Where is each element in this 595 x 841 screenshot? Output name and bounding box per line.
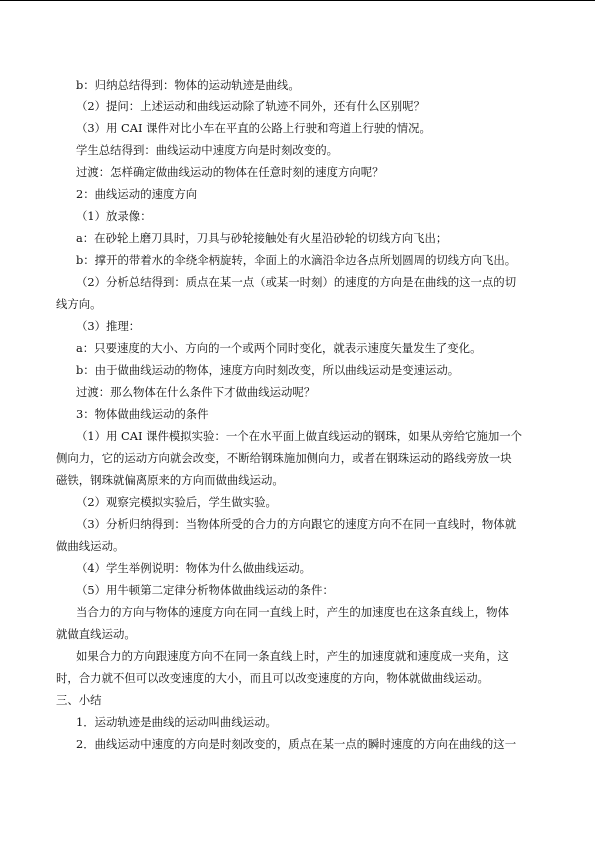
text-line: （3）分析归纳得到：当物体所受的合力的方向跟它的速度方向不在同一直线时，物体就 xyxy=(76,517,517,531)
text-line: 当合力的方向与物体的速度方向在同一直线上时，产生的加速度也在这条直线上，物体 xyxy=(76,605,509,619)
text-line: 1．运动轨迹是曲线的运动叫曲线运动。 xyxy=(76,715,277,729)
text-line: a：在砂轮上磨刀具时，刀具与砂轮接触处有火星沿砂轮的切线方向飞出； xyxy=(76,231,448,245)
text-line: 侧向力，它的运动方向就会改变，不断给钢珠施加侧向力，或者在钢珠运动的路线旁放一块 xyxy=(56,451,512,465)
text-line: a：只要速度的大小、方向的一个或两个同时变化，就表示速度矢量发生了变化。 xyxy=(76,341,482,355)
text-line: （2）分析总结得到：质点在某一点（或某一时刻）的速度的方向是在曲线的这一点的切 xyxy=(76,275,517,289)
text-line: （5）用牛顿第二定律分析物体做曲线运动的条件： xyxy=(76,583,334,597)
text-line: 就做直线运动。 xyxy=(56,627,136,641)
text-line: （2）观察完模拟实验后，学生做实验。 xyxy=(76,495,277,509)
text-line: 过渡：怎样确定做曲线运动的物体在任意时刻的速度方向呢？ xyxy=(76,165,384,179)
section-heading: 2：曲线运动的速度方向 xyxy=(76,187,198,201)
section-heading: 3：物体做曲线运动的条件 xyxy=(76,407,209,421)
text-line: （2）提问：上述运动和曲线运动除了轨迹不同外，还有什么区别呢？ xyxy=(76,99,425,113)
text-line: （1）用 CAI 课件模拟实验：一个在水平面上做直线运动的钢珠，如果从旁给它施加一个 xyxy=(76,429,522,443)
text-line: 线方向。 xyxy=(56,297,102,311)
text-line: 学生总结得到：曲线运动中速度方向是时刻改变的。 xyxy=(76,143,338,157)
text-line: 做曲线运动。 xyxy=(56,539,125,553)
text-line: 过渡：那么物体在什么条件下才做曲线运动呢？ xyxy=(76,385,316,399)
text-line: （4）学生举例说明：物体为什么做曲线运动。 xyxy=(76,561,312,575)
section-heading: 三、小结 xyxy=(56,693,102,707)
text-line: 时，合力就不但可以改变速度的大小，而且可以改变速度的方向，物体就做曲线运动。 xyxy=(56,671,489,685)
text-line: 2．曲线运动中速度的方向是时刻改变的，质点在某一点的瞬时速度的方向在曲线的这一 xyxy=(76,737,517,751)
text-line: 磁铁，钢珠就偏离原来的方向而做曲线运动。 xyxy=(56,473,284,487)
text-line: （1）放录像： xyxy=(76,209,152,223)
text-line: b：由于做曲线运动的物体，速度方向时刻改变，所以曲线运动是变速运动。 xyxy=(76,363,460,377)
text-line: 如果合力的方向跟速度方向不在同一条直线上时，产生的加速度就和速度成一夹角，这 xyxy=(76,649,509,663)
text-line: b：归纳总结得到：物体的运动轨迹是曲线。 xyxy=(76,78,300,92)
text-line: （3）用 CAI 课件对比小车在平直的公路上行驶和弯道上行驶的情况。 xyxy=(76,121,431,135)
text-line: b：撑开的带着水的伞绕伞柄旋转，伞面上的水滴沿伞边各点所划圆周的切线方向飞出。 xyxy=(76,253,517,267)
text-line: （3）推理： xyxy=(76,319,141,333)
